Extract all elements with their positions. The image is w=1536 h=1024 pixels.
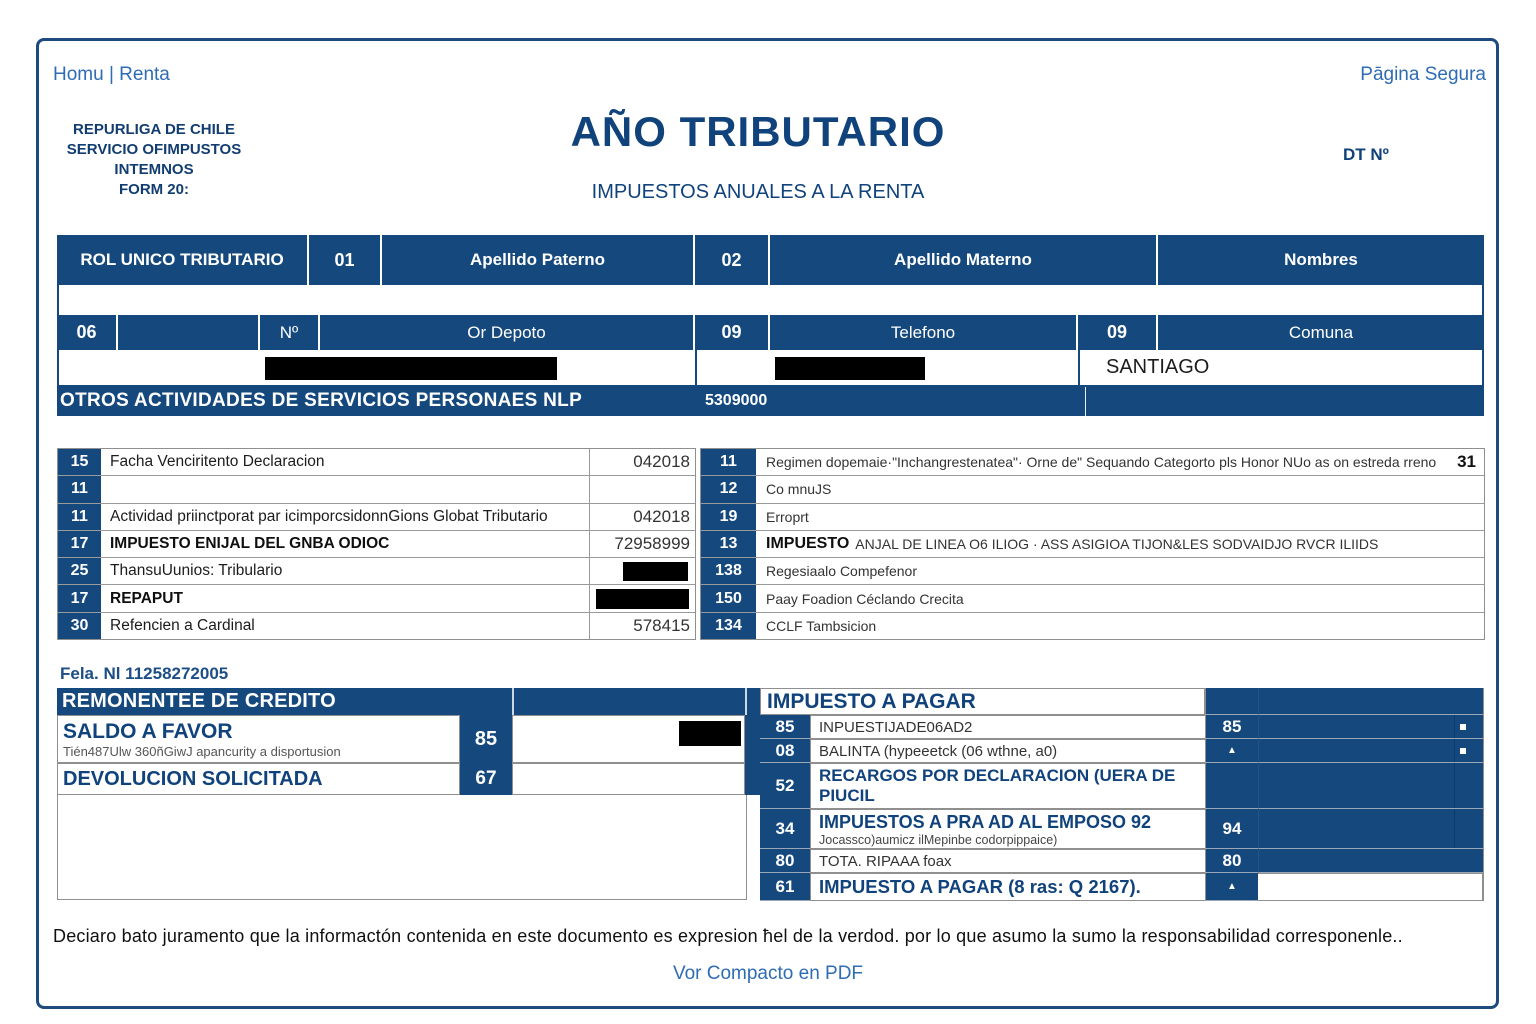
payment-row bbox=[760, 849, 1483, 873]
payment-header-value-cell bbox=[1258, 688, 1483, 715]
row-label: Facha Venciritento Declaracion bbox=[110, 453, 325, 471]
credit-section-title: REMONENTEE DE CREDITO bbox=[57, 688, 460, 715]
row-label: IMPUESTOS A PRA AD AL EMPOSO 92 bbox=[819, 811, 1152, 832]
row-label: Regesiaalo Compefenor bbox=[766, 563, 917, 580]
row-label: Erroprt bbox=[766, 508, 809, 525]
saldo-label-cell bbox=[57, 715, 460, 763]
declaration-summary-table bbox=[57, 448, 696, 640]
saldo-a-favor-row bbox=[57, 715, 760, 763]
value-dot bbox=[1460, 748, 1466, 754]
code-09-comuna: 09 bbox=[1078, 315, 1156, 350]
redacted-value bbox=[623, 562, 688, 581]
table-row bbox=[701, 476, 1484, 503]
row-right-code: ▲ bbox=[1205, 873, 1258, 901]
row-label-cell bbox=[810, 715, 1205, 739]
row-code: 17 bbox=[58, 531, 101, 557]
table-row bbox=[701, 504, 1484, 531]
row-right-code: ▲ bbox=[1205, 739, 1258, 763]
row-code: 19 bbox=[701, 504, 756, 530]
row-value-cell bbox=[1258, 809, 1483, 849]
header-comuna: Comuna bbox=[1158, 315, 1484, 350]
credit-empty-area bbox=[57, 795, 747, 900]
table-row bbox=[701, 449, 1484, 476]
pdf-compact-link[interactable]: Vor Compacto en PDF bbox=[672, 963, 864, 984]
code-09-telefono: 09 bbox=[695, 315, 768, 350]
row-value-cell bbox=[1258, 873, 1483, 901]
row-label: INPUESTIJADE06AD2 bbox=[819, 718, 973, 736]
regime-lines-table bbox=[700, 448, 1485, 640]
header-telefono: Telefono bbox=[770, 315, 1076, 350]
data-row-divider bbox=[1078, 350, 1080, 386]
value-divider bbox=[1454, 739, 1455, 762]
header-apellido-materno: Apellido Materno bbox=[770, 235, 1156, 285]
row-value-cell bbox=[1258, 739, 1483, 763]
row-label-cell bbox=[810, 809, 1205, 849]
breadcrumb[interactable]: Homu | Renta bbox=[53, 64, 170, 85]
secure-page-label: Pāgina Segura bbox=[1360, 64, 1486, 85]
row-label-bold: IMPUESTO bbox=[766, 534, 850, 552]
row-value: 72958999 bbox=[589, 531, 695, 557]
redacted-value bbox=[596, 589, 689, 609]
header-apellido-paterno: Apellido Paterno bbox=[382, 235, 693, 285]
row-label: Refencien a Cardinal bbox=[110, 616, 255, 634]
payment-row bbox=[760, 739, 1483, 763]
row-code: 134 bbox=[701, 613, 756, 639]
row-value-cell bbox=[1258, 715, 1483, 739]
table-row bbox=[701, 585, 1484, 612]
table-row bbox=[58, 476, 695, 503]
page-subtitle: IMPUESTOS ANUALES A LA RENTA bbox=[591, 181, 925, 203]
header-nombres: Nombres bbox=[1158, 235, 1484, 285]
credit-header-row bbox=[57, 688, 760, 715]
agency-line-1: REPURLIGA DE CHILE bbox=[73, 121, 235, 138]
agency-line-3: INTEMNOS bbox=[114, 161, 194, 178]
saldo-code: 85 bbox=[460, 715, 512, 763]
value-divider bbox=[1454, 809, 1455, 848]
row-value bbox=[589, 585, 695, 611]
credit-header-value-cell bbox=[512, 688, 745, 715]
saldo-label: SALDO A FAVOR bbox=[63, 719, 233, 743]
table-row bbox=[58, 531, 695, 558]
value-dot bbox=[1460, 724, 1466, 730]
row-label: Co mnuJS bbox=[766, 481, 832, 498]
row-right-code: 85 bbox=[1205, 715, 1258, 739]
payment-section-title: IMPUESTO A PAGAR bbox=[760, 688, 1205, 715]
row-label-line1: RECARGOS POR DECLARACION (UERA DE bbox=[819, 766, 1176, 785]
row-label: BALINTA (hypeeetck (06 wthne, a0) bbox=[819, 742, 1058, 760]
row-code: 17 bbox=[58, 585, 101, 611]
row-code: 138 bbox=[701, 558, 756, 584]
credit-header-code-cell bbox=[460, 688, 512, 715]
credit-header-sliver bbox=[745, 688, 760, 715]
activity-label: OTROS ACTIVIDADES DE SERVICIOS PERSONAES NLP bbox=[60, 390, 583, 411]
row-label: Paay Foadion Céclando Crecita bbox=[766, 590, 964, 607]
row-label: Actividad priinctporat par icimporcsidonnGions Globat Tributario bbox=[110, 507, 548, 525]
table-row bbox=[58, 558, 695, 585]
row-sublabel: Jocassco)aumicz ilMepinbe codorpippaice) bbox=[819, 832, 1058, 847]
row-code: 52 bbox=[760, 763, 810, 809]
agency-line-2: SERVICIO OFIMPUSTOS bbox=[66, 141, 242, 158]
row-right-code: 80 bbox=[1205, 849, 1258, 873]
row-code: 25 bbox=[58, 558, 101, 584]
dt-number-label: DT Nº bbox=[1343, 145, 1389, 164]
activity-banner bbox=[57, 387, 1484, 416]
table-row bbox=[58, 504, 695, 531]
row-label: REPAPUT bbox=[110, 589, 183, 607]
agency-line-4: FORM 20: bbox=[118, 181, 189, 198]
row-right-code bbox=[1205, 763, 1258, 809]
sworn-declaration-text: Deciaro bato juramento que la informactón contenida en este documento es expresion ħel de la verdod. por lo que asumo la sumo la responsabilidad corresponenle.. bbox=[53, 926, 1403, 946]
value-divider bbox=[1454, 763, 1455, 808]
value-divider bbox=[1454, 715, 1455, 738]
row-code: 80 bbox=[760, 849, 810, 873]
payment-header-code-cell bbox=[1205, 688, 1258, 715]
row-code: 11 bbox=[58, 504, 101, 530]
credit-row-sliver bbox=[745, 715, 760, 763]
payment-row bbox=[760, 809, 1483, 849]
row-value-cell bbox=[1258, 849, 1483, 873]
folio-number: Fela. Nl 11258272005 bbox=[60, 664, 229, 683]
payment-row bbox=[760, 715, 1483, 739]
credit-row-sliver bbox=[745, 763, 760, 795]
redacted-address-value bbox=[265, 357, 557, 380]
table-row bbox=[58, 449, 695, 476]
code-06: 06 bbox=[57, 315, 116, 350]
redacted-telefono-value bbox=[775, 357, 925, 380]
row-code: 11 bbox=[701, 449, 756, 475]
row-label: IMPUESTO A PAGAR (8 ras: Q 2167). bbox=[819, 876, 1141, 897]
code-02: 02 bbox=[695, 235, 768, 285]
header-numero: Nº bbox=[260, 315, 318, 350]
row-code: 08 bbox=[760, 739, 810, 763]
row-code: 150 bbox=[701, 585, 756, 611]
devolucion-row bbox=[57, 763, 760, 795]
payment-row bbox=[760, 763, 1483, 809]
devolucion-label-cell bbox=[57, 763, 460, 795]
page-title: AÑO TRIBUTARIO bbox=[570, 108, 946, 155]
row-code: 85 bbox=[760, 715, 810, 739]
devolucion-label: DEVOLUCION SOLICITADA bbox=[63, 767, 323, 790]
row-label bbox=[756, 531, 1484, 557]
saldo-value-cell bbox=[512, 715, 745, 763]
data-row-divider bbox=[695, 350, 697, 386]
devolucion-value-cell bbox=[512, 763, 745, 795]
row-label: CCLF Tambsicion bbox=[766, 617, 877, 634]
row-value: 578415 bbox=[589, 613, 695, 639]
row-right-code: 94 bbox=[1205, 809, 1258, 849]
row-value: 31 bbox=[1457, 452, 1476, 472]
row-label-cell bbox=[810, 849, 1205, 873]
row-value: 042018 bbox=[589, 504, 695, 530]
row-code: 15 bbox=[58, 449, 101, 475]
row-label-rest: ANJAL DE LINEA O6 ILIOG · ASS ASIGIOA TIJON&LES SODVAIDJO RVCR ILIIDS bbox=[855, 535, 1379, 552]
row-code: 13 bbox=[701, 531, 756, 557]
row-label: TOTA. RIPAAA foax bbox=[819, 852, 952, 870]
row-label-cell bbox=[810, 739, 1205, 763]
header-blank-cell bbox=[118, 315, 258, 350]
table-row bbox=[58, 585, 695, 612]
row-label-cell bbox=[810, 873, 1205, 901]
row-label-cell bbox=[810, 763, 1205, 809]
header-depto: Or Depoto bbox=[320, 315, 693, 350]
payment-section bbox=[760, 688, 1484, 901]
table-row bbox=[58, 613, 695, 639]
row-code: 30 bbox=[58, 613, 101, 639]
header-rut: ROL UNICO TRIBUTARIO bbox=[57, 235, 307, 285]
code-01: 01 bbox=[309, 235, 380, 285]
table-row bbox=[701, 613, 1484, 639]
row-code: 34 bbox=[760, 809, 810, 849]
row-label: Regimen dopemaie·"Inchangrestenatea"· Orne de" Sequando Categorto pls Honor NUo as on estreda rreno bbox=[766, 454, 1437, 471]
saldo-sublabel: Tién487Ulw 360ñGiwJ apancurity a disportusion bbox=[63, 743, 341, 759]
row-code: 61 bbox=[760, 873, 810, 901]
activity-code: 5309000 bbox=[705, 392, 768, 409]
table-row bbox=[701, 558, 1484, 585]
row-label-line2: PIUCIL bbox=[819, 786, 875, 805]
banner-divider bbox=[1085, 387, 1086, 416]
row-value bbox=[589, 558, 695, 584]
payment-header-row bbox=[760, 688, 1483, 715]
comuna-value: SANTIAGO bbox=[1106, 356, 1210, 378]
row-value bbox=[589, 476, 695, 502]
payment-row bbox=[760, 873, 1483, 901]
row-value: 042018 bbox=[589, 449, 695, 475]
redacted-saldo-value bbox=[679, 721, 741, 746]
row-value-cell bbox=[1258, 763, 1483, 809]
row-label: ThansuUunios: Tribulario bbox=[110, 562, 283, 580]
row-label bbox=[101, 476, 589, 502]
credit-section bbox=[57, 688, 760, 900]
agency-block bbox=[53, 120, 255, 200]
row-code: 11 bbox=[58, 476, 101, 502]
row-code: 12 bbox=[701, 476, 756, 502]
row-label: IMPUESTO ENIJAL DEL GNBA ODIOC bbox=[110, 534, 390, 552]
devolucion-code: 67 bbox=[460, 763, 512, 795]
table-row bbox=[701, 531, 1484, 558]
